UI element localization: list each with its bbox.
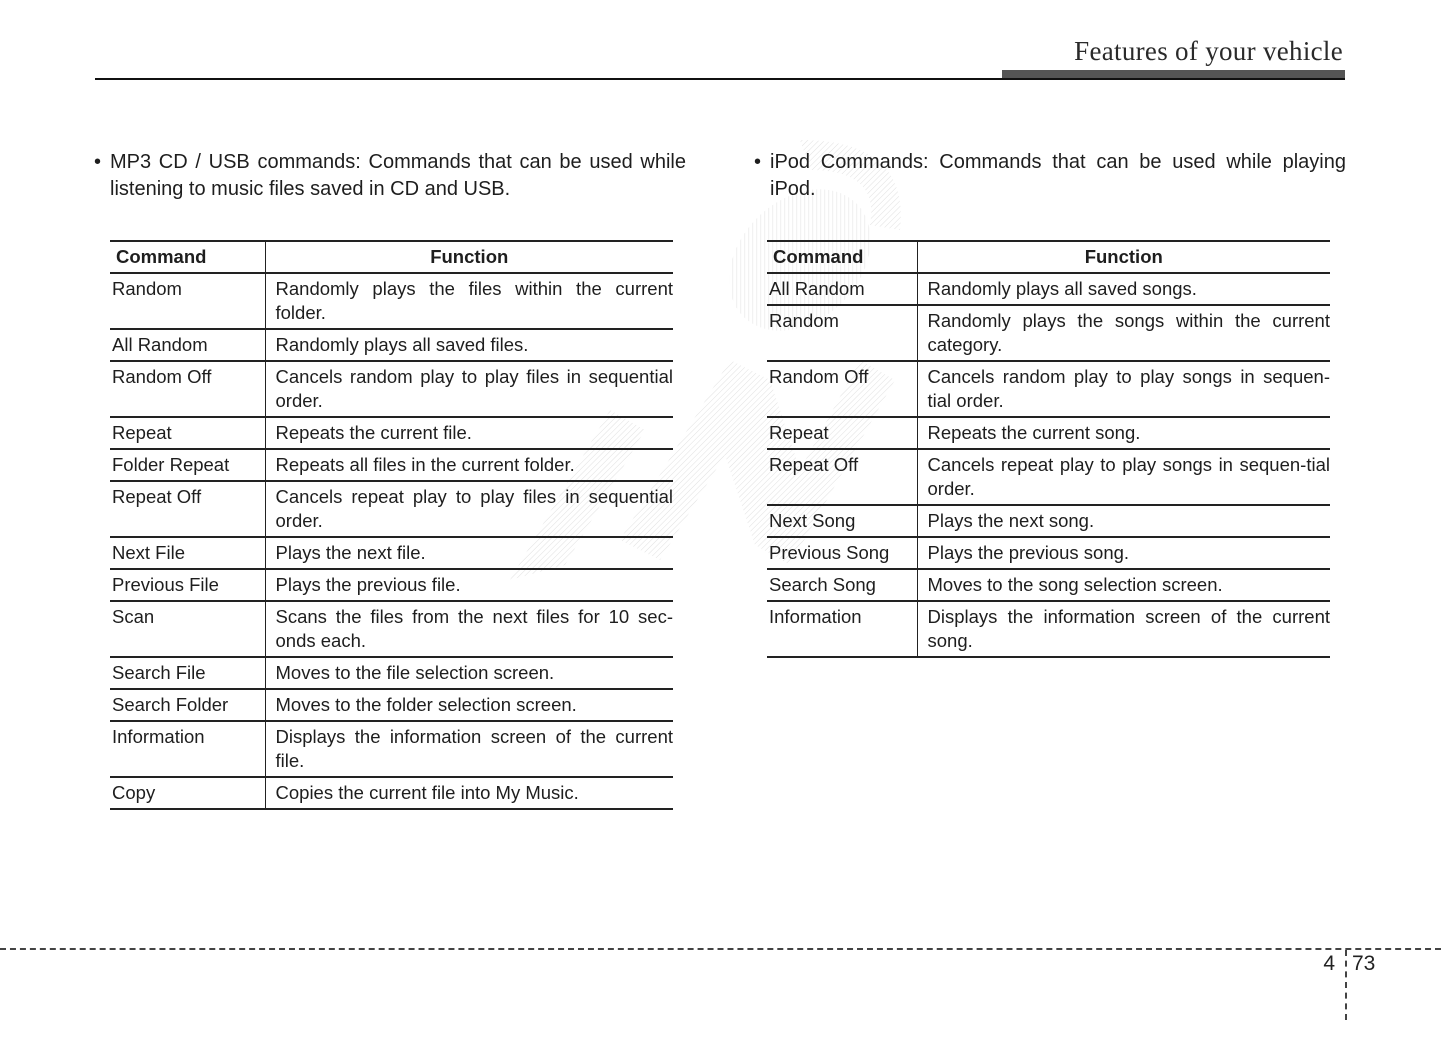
function-cell: Plays the previous song.	[917, 537, 1330, 569]
table-header-row	[767, 241, 1330, 273]
table-row	[110, 417, 673, 449]
function-cell: Scans the files from the next files for 10 sec-onds each.	[265, 601, 673, 657]
table-row	[767, 361, 1330, 417]
command-cell: Information	[767, 601, 917, 657]
table-row	[767, 273, 1330, 305]
footer-dashed-rule	[0, 948, 1441, 950]
table-row	[110, 361, 673, 417]
table-row	[110, 601, 673, 657]
table-row	[110, 777, 673, 809]
column-header-function: Function	[917, 241, 1330, 273]
section-number: 4	[1323, 952, 1335, 975]
table-row	[767, 305, 1330, 361]
function-cell: Copies the current file into My Music.	[265, 777, 673, 809]
function-cell: Cancels random play to play songs in sequen-tial order.	[917, 361, 1330, 417]
command-cell: Previous File	[110, 569, 265, 601]
footer-page-divider	[1345, 950, 1347, 1020]
command-cell: Random	[767, 305, 917, 361]
ipod-intro	[754, 149, 1346, 203]
table-row	[767, 449, 1330, 505]
function-cell: Repeats the current song.	[917, 417, 1330, 449]
function-cell: Cancels repeat play to play files in sequential order.	[265, 481, 673, 537]
function-cell: Displays the information screen of the current song.	[917, 601, 1330, 657]
command-cell: Repeat	[767, 417, 917, 449]
command-cell: Random	[110, 273, 265, 329]
column-header-command: Command	[110, 241, 265, 273]
command-cell: Repeat	[110, 417, 265, 449]
table-row	[110, 569, 673, 601]
function-cell: Cancels random play to play files in sequential order.	[265, 361, 673, 417]
table-row	[110, 657, 673, 689]
command-cell: Random Off	[110, 361, 265, 417]
page-header-title: Features of your vehicle	[1074, 36, 1343, 66]
table-row	[110, 689, 673, 721]
command-cell: Search File	[110, 657, 265, 689]
function-cell: Randomly plays all saved files.	[265, 329, 673, 361]
command-cell: Search Song	[767, 569, 917, 601]
header-rule	[95, 78, 1345, 80]
command-cell: Folder Repeat	[110, 449, 265, 481]
mp3-usb-commands-table	[110, 240, 673, 810]
function-cell: Randomly plays the files within the current folder.	[265, 273, 673, 329]
table-row	[767, 569, 1330, 601]
table-row	[110, 481, 673, 537]
command-cell: Random Off	[767, 361, 917, 417]
function-cell: Moves to the song selection screen.	[917, 569, 1330, 601]
command-cell: Repeat Off	[767, 449, 917, 505]
function-cell: Moves to the folder selection screen.	[265, 689, 673, 721]
page-number: 73	[1352, 952, 1376, 975]
command-cell: Next Song	[767, 505, 917, 537]
function-cell: Moves to the file selection screen.	[265, 657, 673, 689]
command-cell: Copy	[110, 777, 265, 809]
command-cell: Previous Song	[767, 537, 917, 569]
function-cell: Plays the next song.	[917, 505, 1330, 537]
function-cell: Repeats all files in the current folder.	[265, 449, 673, 481]
ipod-intro-text: iPod Commands: Commands that can be used while playing iPod.	[770, 151, 1346, 200]
table-header-row	[110, 241, 673, 273]
command-cell: All Random	[767, 273, 917, 305]
table-row	[110, 329, 673, 361]
command-cell: All Random	[110, 329, 265, 361]
function-cell: Repeats the current file.	[265, 417, 673, 449]
mp3-usb-intro	[94, 149, 686, 203]
function-cell: Displays the information screen of the current file.	[265, 721, 673, 777]
command-cell: Repeat Off	[110, 481, 265, 537]
function-cell: Plays the previous file.	[265, 569, 673, 601]
function-cell: Randomly plays the songs within the current category.	[917, 305, 1330, 361]
function-cell: Plays the next file.	[265, 537, 673, 569]
function-cell: Randomly plays all saved songs.	[917, 273, 1330, 305]
table-row	[767, 601, 1330, 657]
table-row	[767, 537, 1330, 569]
table-row	[767, 417, 1330, 449]
command-cell: Information	[110, 721, 265, 777]
command-cell: Scan	[110, 601, 265, 657]
bullet-icon: •	[94, 151, 102, 173]
mp3-usb-intro-text: MP3 CD / USB commands: Commands that can be used while listening to music files saved in CD and USB.	[110, 151, 686, 200]
ipod-commands-table	[767, 240, 1330, 658]
table-row	[110, 721, 673, 777]
column-header-command: Command	[767, 241, 917, 273]
bullet-icon: •	[754, 151, 762, 173]
table-row	[110, 449, 673, 481]
function-cell: Cancels repeat play to play songs in sequen-tial order.	[917, 449, 1330, 505]
command-cell: Next File	[110, 537, 265, 569]
table-row	[110, 273, 673, 329]
table-row	[767, 505, 1330, 537]
table-row	[110, 537, 673, 569]
column-header-function: Function	[265, 241, 673, 273]
command-cell: Search Folder	[110, 689, 265, 721]
